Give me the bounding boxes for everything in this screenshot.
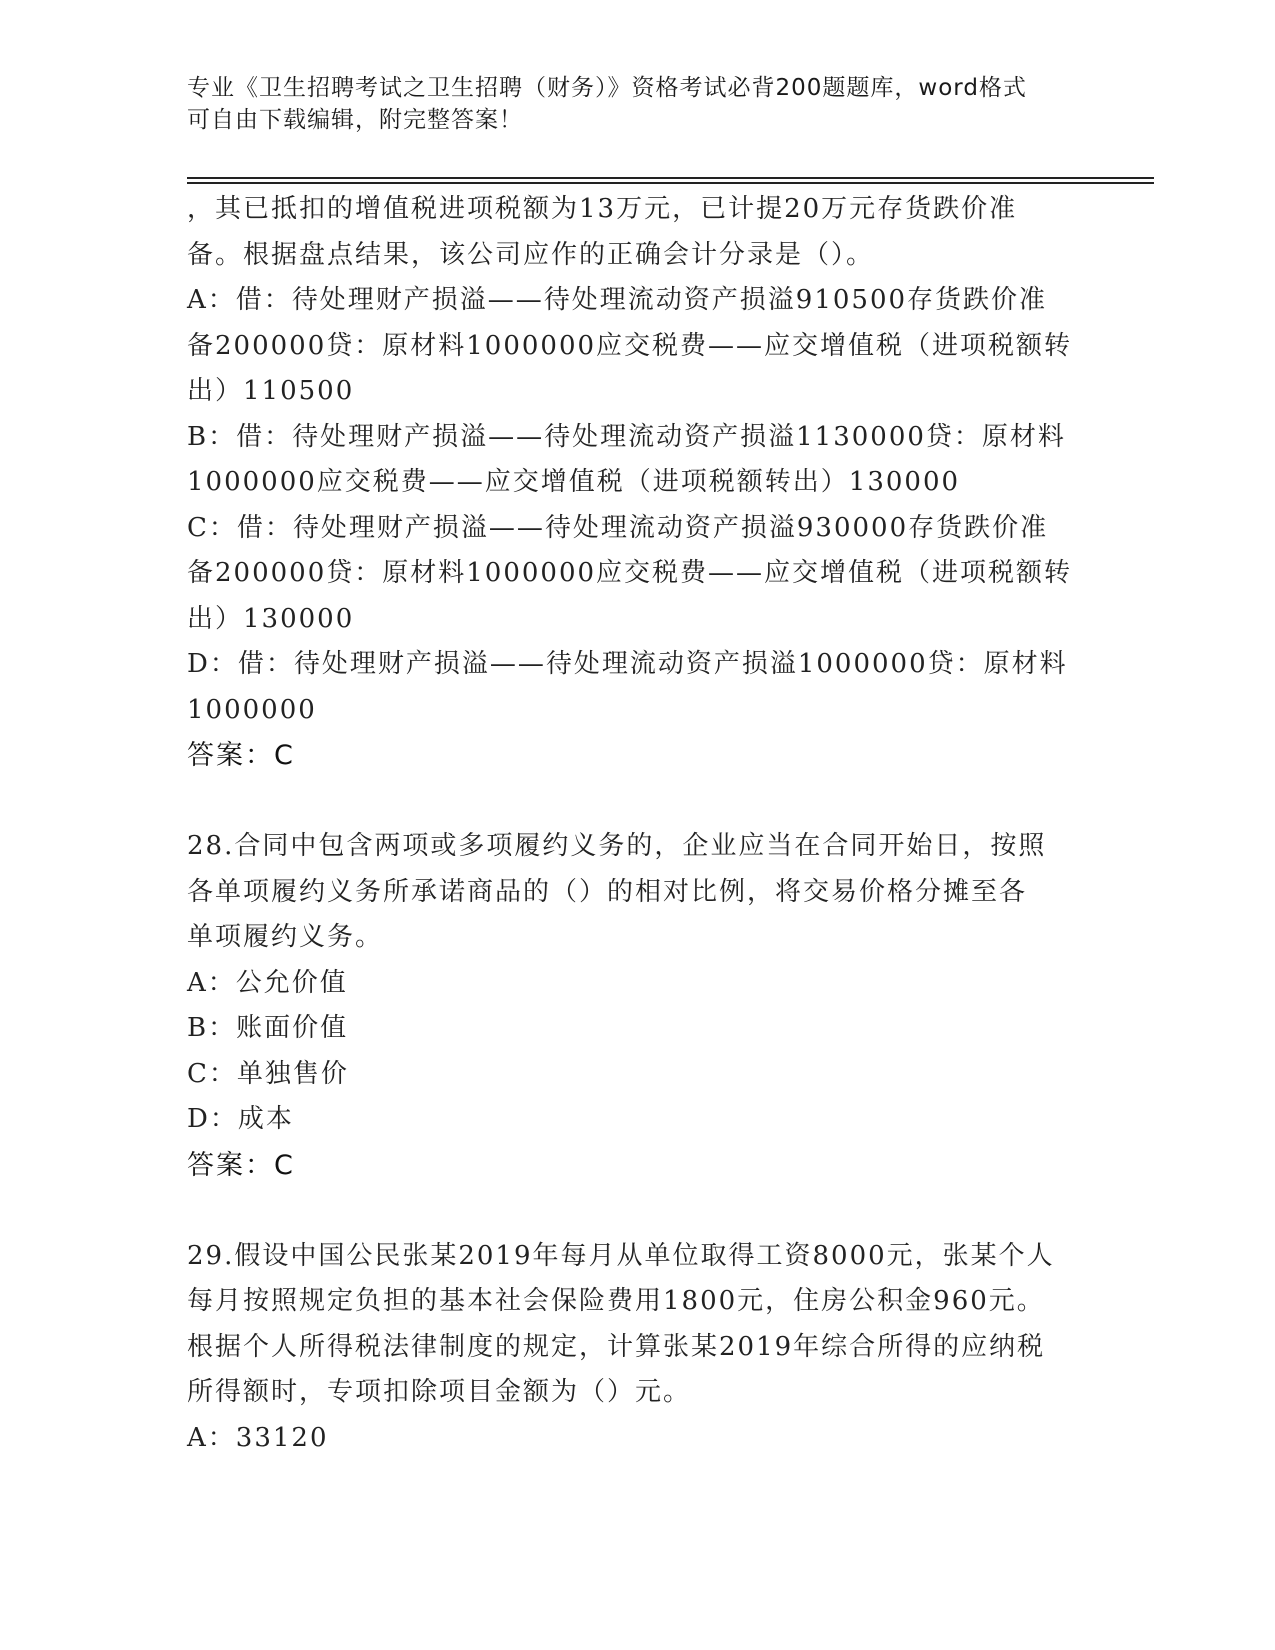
question-stem-line: 备。根据盘点结果，该公司应作的正确会计分录是（）。 bbox=[187, 239, 875, 270]
option-a: A：33120 bbox=[187, 1422, 329, 1453]
question-stem-line: 28.合同中包含两项或多项履约义务的，企业应当在合同开始日，按照 bbox=[187, 831, 1047, 861]
question-stem-line: 单项履约义务。 bbox=[187, 922, 384, 952]
header-title-line-1: 专业《卫生招聘考试之卫生招聘（财务）》资格考试必背200题题库，word格式 bbox=[187, 75, 1027, 101]
question-spacer bbox=[187, 1189, 1067, 1234]
question-stem-line: 所得额时，专项扣除项目金额为（）元。 bbox=[187, 1377, 692, 1407]
option-c-line: 备200000贷：原材料1000000应交税费——应交增值税（进项税额转 bbox=[187, 558, 1073, 588]
question-spacer bbox=[187, 779, 1067, 824]
question-stem-line: 每月按照规定负担的基本社会保险费用1800元，住房公积金960元。 bbox=[187, 1286, 1045, 1316]
header-divider-top bbox=[187, 177, 1154, 179]
option-b-line: 1000000应交税费——应交增值税（进项税额转出）130000 bbox=[187, 467, 961, 497]
header-title-line-2: 可自由下载编辑，附完整答案！ bbox=[187, 107, 523, 133]
option-c-line: C：借：待处理财产损溢——待处理流动资产损溢930000存货跌价准 bbox=[187, 512, 1049, 543]
option-a-line: A：借：待处理财产损溢——待处理流动资产损溢910500存货跌价准 bbox=[187, 285, 1048, 315]
question-stem-line: ，其已抵扣的增值税进项税额为13万元，已计提20万元存货跌价准 bbox=[187, 194, 1018, 224]
option-a bbox=[187, 278, 1073, 415]
answer-label: 答案：C bbox=[187, 740, 295, 771]
option-d: D：成本 bbox=[187, 1104, 294, 1134]
option-b bbox=[187, 415, 1067, 506]
question-stem-line: 29.假设中国公民张某2019年每月从单位取得工资8000元，张某个人 bbox=[187, 1240, 1055, 1271]
question-27 bbox=[187, 187, 1073, 779]
option-a-line: 备200000贷：原材料1000000应交税费——应交增值税（进项税额转 bbox=[187, 330, 1073, 361]
option-a: A：公允价值 bbox=[187, 967, 348, 998]
option-c bbox=[187, 506, 1073, 643]
option-d bbox=[187, 642, 1067, 733]
option-b-line: B：借：待处理财产损溢——待处理流动资产损溢1130000贷：原材料 bbox=[187, 421, 1066, 452]
header-divider-bottom bbox=[187, 182, 1154, 184]
answer-label: 答案：C bbox=[187, 1149, 295, 1181]
option-c-line: 出）130000 bbox=[187, 603, 355, 634]
question-stem-line: 根据个人所得税法律制度的规定，计算张某2019年综合所得的应纳税 bbox=[187, 1331, 1046, 1362]
question-content bbox=[187, 187, 1073, 1461]
question-stem-line: 各单项履约义务所承诺商品的（）的相对比例，将交易价格分摊至各 bbox=[187, 876, 1028, 907]
page-header bbox=[187, 72, 1087, 136]
option-b: B：账面价值 bbox=[187, 1013, 349, 1043]
question-29 bbox=[187, 1234, 1067, 1462]
option-a-line: 出）110500 bbox=[187, 376, 355, 406]
option-d-line: 1000000 bbox=[187, 694, 317, 725]
option-c: C：单独售价 bbox=[187, 1058, 349, 1089]
question-28 bbox=[187, 824, 1067, 1189]
option-d-line: D：借：待处理财产损溢——待处理流动资产损溢1000000贷：原材料 bbox=[187, 649, 1068, 679]
